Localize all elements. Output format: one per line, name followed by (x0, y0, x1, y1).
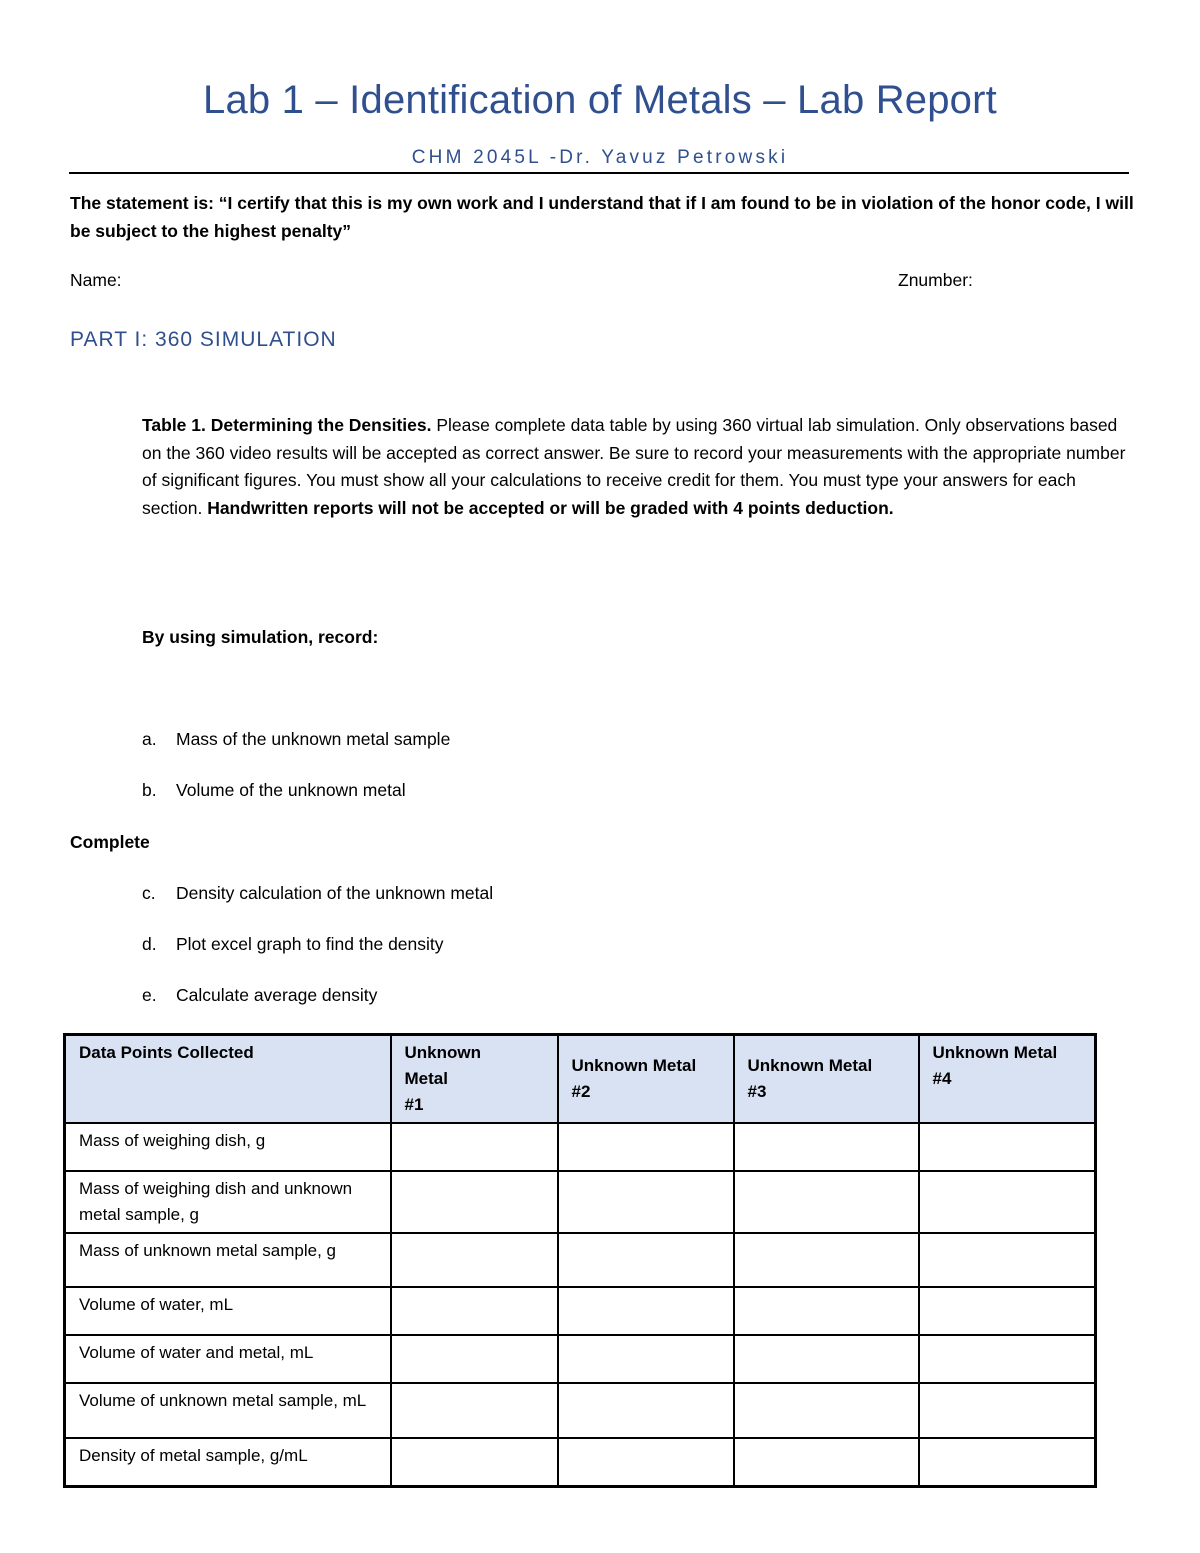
header-line: #2 (571, 1082, 591, 1101)
list-item-letter: e. (142, 985, 157, 1005)
data-cell[interactable] (558, 1123, 734, 1171)
data-cell[interactable] (734, 1335, 919, 1383)
row-label: Volume of water, mL (65, 1287, 391, 1335)
data-cell[interactable] (734, 1383, 919, 1438)
course-subtitle: CHM 2045L -Dr. Yavuz Petrowski (411, 147, 789, 168)
data-cell[interactable] (558, 1438, 734, 1486)
table-row (65, 1287, 1096, 1335)
honor-statement: The statement is: “I certify that this is my own work and I understand that if I am found to be in violation of the honor code, I will be subject to the highest penalty” (70, 193, 1134, 241)
row-label: Density of metal sample, g/mL (65, 1438, 391, 1486)
table-row (65, 1171, 1096, 1233)
data-cell[interactable] (391, 1438, 558, 1486)
table-row (65, 1123, 1096, 1171)
row-label: Mass of unknown metal sample, g (65, 1233, 391, 1287)
header-line: Unknown Metal (747, 1056, 873, 1075)
header-line: #1 (404, 1095, 424, 1114)
list-item (142, 985, 377, 1006)
list-item-text: Mass of the unknown metal sample (176, 729, 451, 749)
data-cell[interactable] (558, 1383, 734, 1438)
data-cell[interactable] (734, 1171, 919, 1233)
table-row (65, 1383, 1096, 1438)
list-item-letter: b. (142, 780, 157, 800)
list-item (142, 934, 444, 955)
data-cell[interactable] (558, 1171, 734, 1233)
header-unknown-metal-1 (391, 1035, 558, 1124)
table-caption: Table 1. Determining the Densities. (142, 415, 432, 435)
list-item-text: Volume of the unknown metal (176, 780, 406, 800)
data-cell[interactable] (919, 1171, 1096, 1233)
data-cell[interactable] (734, 1123, 919, 1171)
data-cell[interactable] (734, 1233, 919, 1287)
table-header-row (65, 1035, 1096, 1124)
data-cell[interactable] (391, 1233, 558, 1287)
header-line: Metal (404, 1069, 448, 1088)
data-cell[interactable] (919, 1233, 1096, 1287)
znumber-field-label: Znumber: (898, 270, 973, 290)
list-item-letter: c. (142, 883, 156, 903)
table-row (65, 1438, 1096, 1486)
list-item-letter: d. (142, 934, 157, 954)
row-label: Mass of weighing dish and unknown metal sample, g (65, 1171, 391, 1233)
header-unknown-metal-2 (558, 1035, 734, 1124)
data-cell[interactable] (734, 1438, 919, 1486)
data-cell[interactable] (919, 1287, 1096, 1335)
header-line: #4 (932, 1069, 952, 1088)
header-line: #3 (747, 1082, 767, 1101)
list-item-text: Plot excel graph to find the density (176, 934, 444, 954)
row-label: Volume of unknown metal sample, mL (65, 1383, 391, 1438)
data-cell[interactable] (919, 1383, 1096, 1438)
data-cell[interactable] (391, 1335, 558, 1383)
data-cell[interactable] (919, 1335, 1096, 1383)
data-cell[interactable] (391, 1383, 558, 1438)
data-cell[interactable] (919, 1438, 1096, 1486)
name-field-label: Name: (70, 270, 122, 290)
instructions-warning: Handwritten reports will not be accepted or will be graded with 4 points deduction. (207, 497, 894, 518)
list-item (142, 729, 450, 750)
header-unknown-metal-4 (919, 1035, 1096, 1124)
header-data-points: Data Points Collected (65, 1035, 391, 1124)
data-cell[interactable] (558, 1233, 734, 1287)
data-cell[interactable] (558, 1287, 734, 1335)
data-cell[interactable] (391, 1287, 558, 1335)
header-line: Unknown Metal (571, 1056, 697, 1075)
list-item-text: Calculate average density (176, 985, 378, 1005)
list-item-text: Density calculation of the unknown metal (176, 883, 494, 903)
document-title: Lab 1 – Identification of Metals – Lab Report (203, 78, 997, 122)
header-divider (69, 172, 1129, 174)
part1-heading: PART I: 360 SIMULATION (70, 328, 337, 351)
list-item (142, 883, 493, 904)
data-cell[interactable] (391, 1123, 558, 1171)
table-row (65, 1233, 1096, 1287)
data-cell[interactable] (558, 1335, 734, 1383)
part1-instructions (142, 412, 1132, 522)
record-heading: By using simulation, record: (142, 627, 379, 647)
data-cell[interactable] (734, 1287, 919, 1335)
header-line: Unknown Metal (932, 1043, 1058, 1062)
row-label: Mass of weighing dish, g (65, 1123, 391, 1171)
density-data-table (63, 1033, 1097, 1488)
row-label: Volume of water and metal, mL (65, 1335, 391, 1383)
complete-heading: Complete (70, 832, 150, 852)
header-line: Unknown (404, 1043, 481, 1062)
data-cell[interactable] (919, 1123, 1096, 1171)
data-cell[interactable] (391, 1171, 558, 1233)
table-row (65, 1335, 1096, 1383)
header-unknown-metal-3 (734, 1035, 919, 1124)
list-item-letter: a. (142, 729, 157, 749)
list-item (142, 780, 406, 801)
instructions-text: Please complete data table by using 360 virtual lab simulation. Only observations based on the 360 video results will be accepted as correct answer. Be sure to record your measurements with the appropriate number of significant figures. You must show all your calculations to receive credit for them. You must type your answers for each section. (142, 415, 1126, 518)
